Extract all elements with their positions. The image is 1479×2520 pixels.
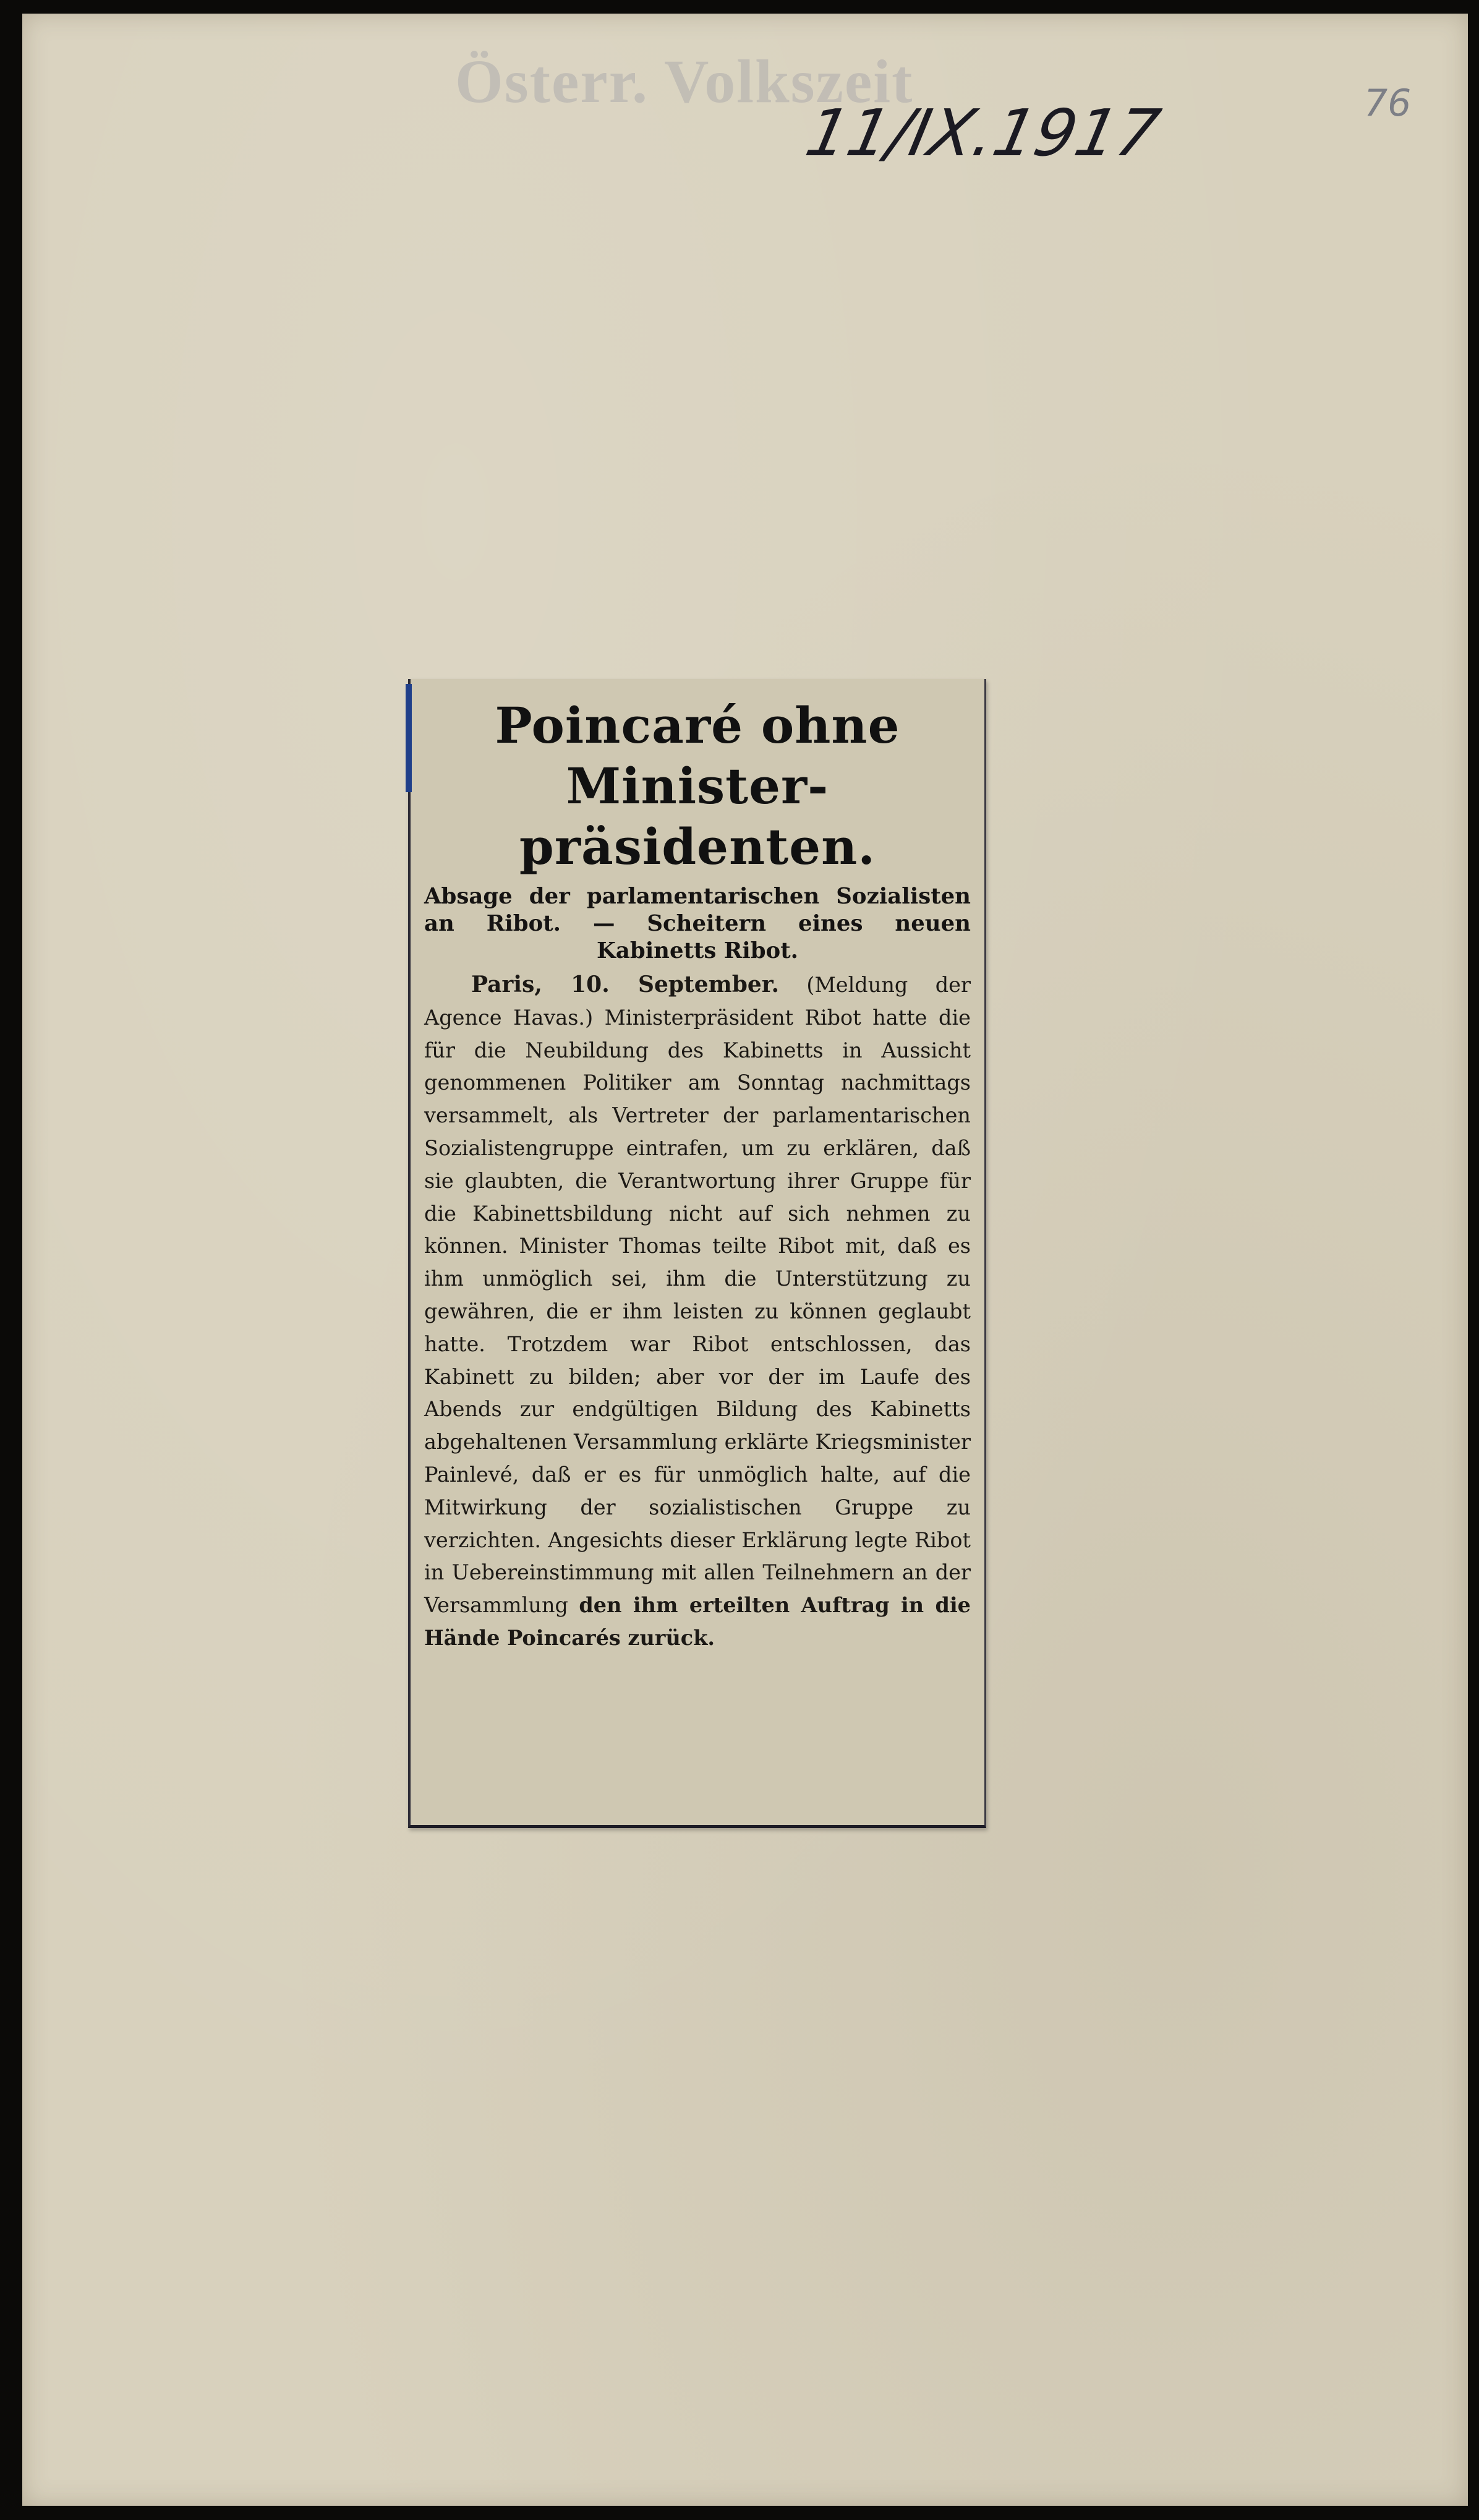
clipping-headline: Poincaré ohne Minister-präsidenten. [495, 696, 900, 876]
body-paragraph: (Meldung der Agence Havas.) Ministerpräsident Ribot hatte die für die Neubildung des Kabinetts in Aussicht genommenen Politiker am Sonntag nachmittags versammelt, als Vertreter der parlamentarischen Sozialistengruppe eintrafen, um zu erklären, daß sie glaubten, die Verantwortung ihrer Gruppe für die Kabinettsbildung nicht auf sich nehmen zu können. Minister Thomas teilte Ribot mit, daß es ihm unmöglich sei, ihm die Unterstützung zu gewähren, die er ihm leisten zu können geglaubt hatte. Trotzdem war Ribot entschlossen, das Kabinett zu bilden; aber vor der im Laufe des Abends zur endgültigen Bildung des Kabinetts abgehaltenen Versammlung erklärte Kriegsminister Painlevé, daß er es für unmöglich halte, auf die Mitwirkung der sozialistischen Gruppe zu verzichten. Angesichts dieser Erklärung legte Ribot in Uebereinstimmung mit allen Teilnehmern an der Versammlung [424, 973, 971, 1618]
folio-number: 76 [1364, 82, 1412, 125]
clipping-body [424, 968, 971, 1655]
blue-pencil-mark [406, 684, 412, 792]
handwritten-date: 11/IX.1917 [799, 95, 1166, 171]
archive-stamp: Österr. Volkszeit [455, 47, 914, 116]
dateline: Paris, 10. September. [471, 972, 779, 997]
closing-sentence: den ihm erteilten Auftrag in die Hände Poincarés zurück. [424, 1593, 971, 1650]
newspaper-clipping [408, 679, 986, 1828]
clipping-subheadline: Absage der parlamentarischen Sozialisten an Ribot. — Scheitern eines neuen Kabinetts Ribot. [424, 884, 971, 963]
